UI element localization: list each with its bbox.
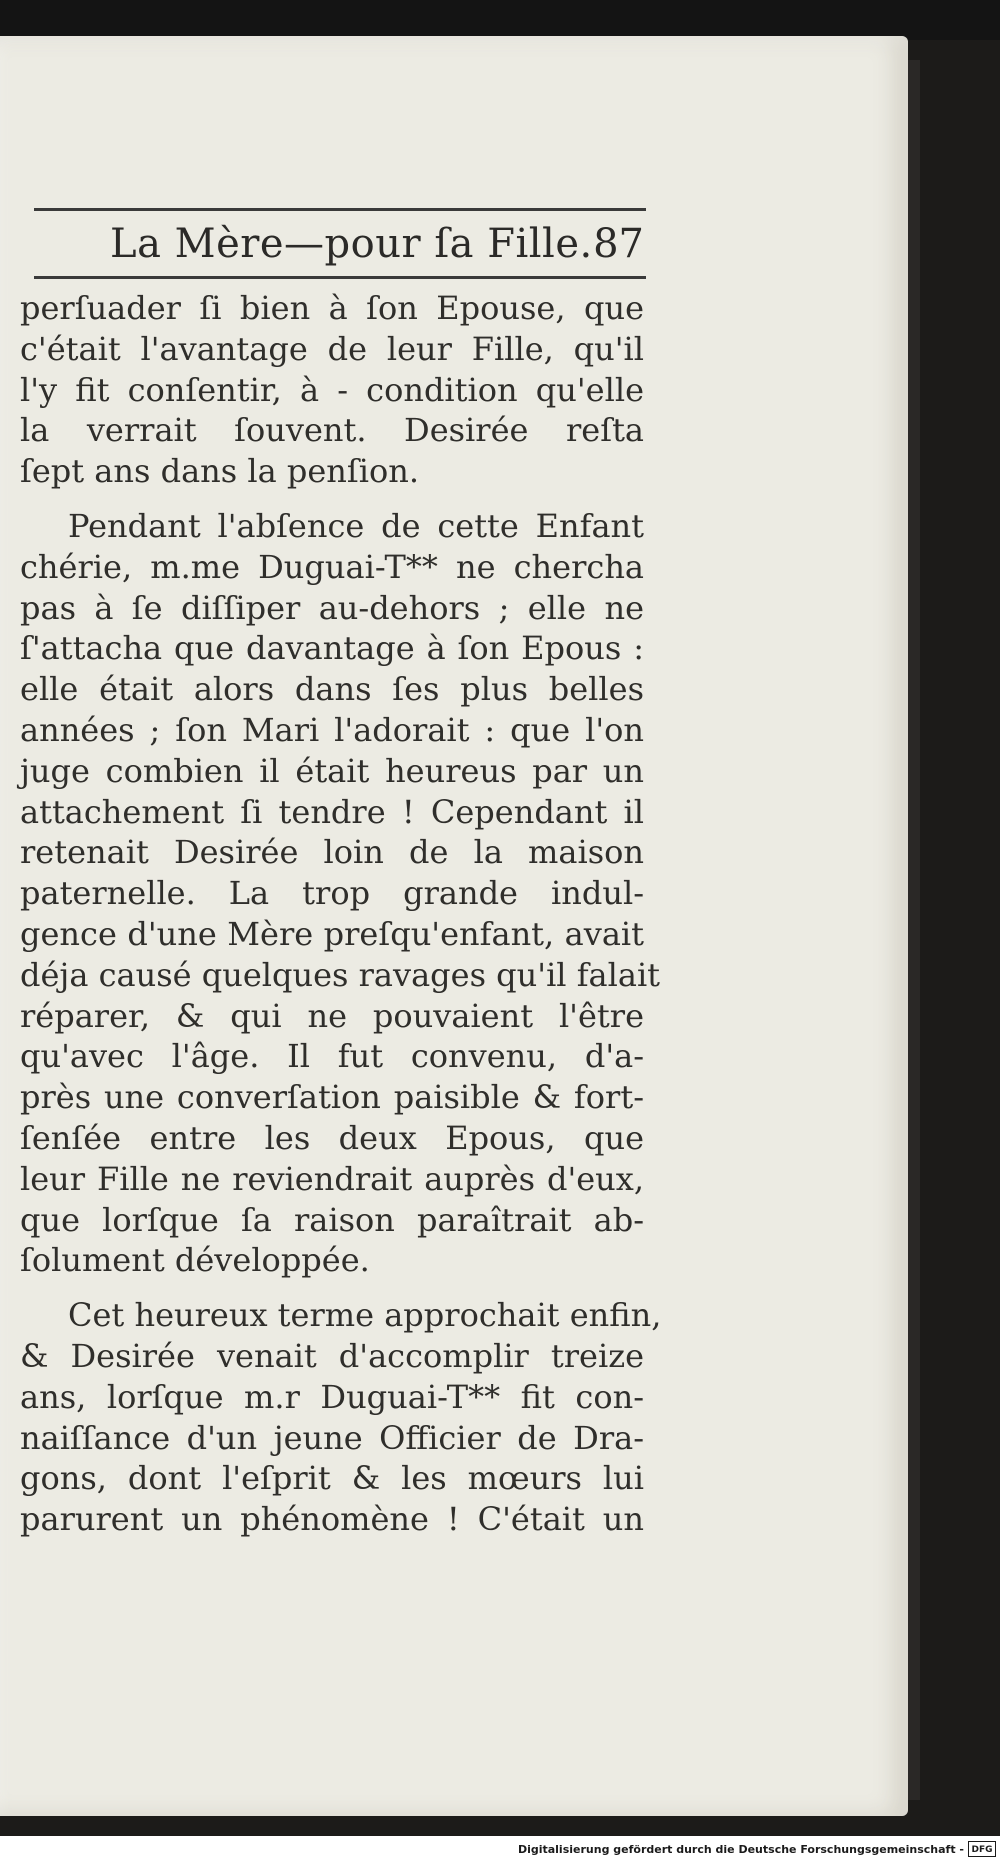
text-line: perſuader ſi bien à ſon Epouse, que [20,289,644,327]
header-rule-top [34,208,646,211]
text-line: c'était l'avantage de leur Fille, qu'il [20,329,644,368]
text-line: années ; ſon Mari l'adorait : que l'on [20,710,644,749]
running-title: La Mère—pour ſa Fille. [110,221,593,267]
text-line: ſ'attacha que davantage à ſon Epous : [20,629,644,668]
paragraph-1 [20,288,644,492]
text-line: paternelle. La trop grande indul- [20,874,644,913]
text-line: Pendant l'abſence de cette Enfant [68,506,644,545]
text-line: réparer, & qui ne pouvaient l'être [20,996,644,1035]
text-line: chérie, m.me Duguai-T** ne chercha [20,547,644,586]
funding-note: Digitalisierung gefördert durch die Deutsche Forschungsgemeinschaft - [517,1843,964,1856]
scan-background [0,0,1000,40]
text-line: elle était alors dans ſes plus belles [20,670,644,709]
text-line: que lorſque ſa raison paraîtrait ab- [20,1200,644,1239]
text-line: attachement ſi tendre ! Cependant il [20,792,644,831]
text-line: qu'avec l'âge. Il fut convenu, d'a- [20,1037,644,1076]
book-edge [906,60,920,1800]
text-line: leur Fille ne reviendrait auprès d'eux, [20,1159,644,1198]
text-line: naiſſance d'un jeune Officier de Dra- [20,1418,644,1457]
text-line: ſenſée entre les deux Epous, que [20,1118,644,1157]
text-line: pas à ſe diſſiper au-dehors ; elle ne [20,588,644,627]
page-number: 87 [593,221,644,267]
paragraph-3 [20,1295,662,1540]
text-line: déja causé quelques ravages qu'il falait [20,955,661,994]
text-line: ſept ans dans la penſion. [20,452,419,491]
running-head [34,214,646,274]
paragraph-2 [20,506,661,1281]
text-line: parurent un phénomène ! C'était un [20,1500,644,1539]
text-line: juge combien il était heureus par un [20,751,644,790]
text-line: gence d'une Mère preſqu'enfant, avait [20,914,644,953]
text-line: Cet heureux terme approchait enfin, [68,1296,662,1335]
text-line: la verrait ſouvent. Desirée reſta [20,411,644,450]
header-rule-bottom [34,276,646,279]
text-line: l'y fit conſentir, à - condition qu'elle [20,370,644,409]
body-text [20,288,662,1540]
text-line: près une converſation paisible & fort- [20,1078,644,1117]
text-line: ans, lorſque m.r Duguai-T** fit con- [20,1377,644,1416]
text-line: & Desirée venait d'accomplir treize [20,1336,644,1375]
text-line: retenait Desirée loin de la maison [20,833,644,872]
text-line: gons, dont l'eſprit & les mœurs lui [20,1459,644,1498]
text-line: ſolument développée. [20,1241,370,1280]
dfg-logo: DFG [968,1841,996,1857]
